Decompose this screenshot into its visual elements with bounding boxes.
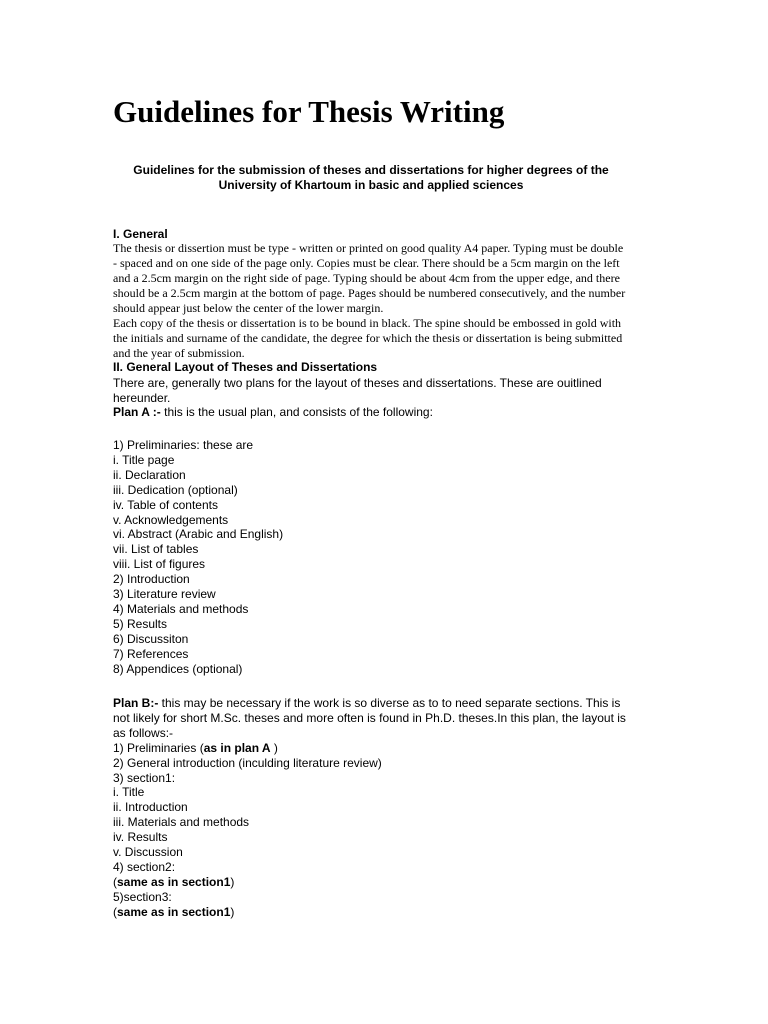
subtitle-line-2: University of Khartoum in basic and applied sciences bbox=[218, 178, 524, 192]
list-item: 8) Appendices (optional) bbox=[113, 661, 243, 676]
list-item: v. Discussion bbox=[113, 845, 183, 860]
list-item: 5) Results bbox=[113, 616, 168, 631]
paragraph-line: and the year of submission. bbox=[113, 346, 245, 360]
paragraph-line: and a 2.5cm margin on the right side of page. Typing should be about 4cm from the upper edge, and there bbox=[113, 271, 620, 285]
plan-b-text: this may be necessary if the work is so diverse as to to need separate sections. This is bbox=[158, 696, 621, 710]
section-heading-layout: II. General Layout of Theses and Dissertations bbox=[113, 360, 378, 374]
section-heading-general: I. General bbox=[113, 227, 168, 241]
plan-b-intro bbox=[113, 696, 658, 920]
list-item: vi. Abstract (Arabic and English) bbox=[113, 527, 284, 542]
list-item: vii. List of tables bbox=[113, 542, 199, 557]
page-title: Guidelines for Thesis Writing bbox=[113, 94, 505, 129]
list-item: 7) References bbox=[113, 646, 189, 661]
plan-b-label: Plan B:- bbox=[113, 696, 159, 710]
paragraph-line: the initials and surname of the candidate, the degree for which the thesis or dissertation is being submitted bbox=[113, 331, 623, 345]
list-item: 1) Preliminaries: these are bbox=[113, 438, 254, 452]
list-item: 1) Preliminaries (as in plan A ) bbox=[113, 740, 278, 755]
general-paragraph-1 bbox=[113, 241, 658, 316]
paragraph-line: as follows:- bbox=[113, 725, 174, 740]
list-item: 4) section2: bbox=[113, 859, 176, 874]
paragraph-line: The thesis or dissertion must be type - written or printed on good quality A4 paper. Typing must be double bbox=[113, 241, 624, 255]
subtitle bbox=[53, 163, 689, 193]
list-item: 3) section1: bbox=[113, 770, 176, 785]
plan-a-list bbox=[113, 438, 658, 677]
list-item: 2) General introduction (inculding literature review) bbox=[113, 755, 382, 770]
subtitle-line-1: Guidelines for the submission of theses and dissertations for higher degrees of the bbox=[133, 163, 609, 177]
list-item: 4) Materials and methods bbox=[113, 601, 249, 616]
plan-a-text: this is the usual plan, and consists of the following: bbox=[160, 405, 433, 419]
list-item: 2) Introduction bbox=[113, 572, 190, 587]
plan-a-intro bbox=[113, 405, 658, 420]
same-as-section1: same as in section1 bbox=[117, 874, 231, 889]
plan-a-label: Plan A :- bbox=[113, 405, 161, 419]
as-in-plan-a: as in plan A bbox=[203, 740, 271, 755]
list-item: 6) Discussiton bbox=[113, 631, 189, 646]
list-item: (same as in section1) bbox=[113, 904, 235, 919]
list-item: i. Title bbox=[113, 785, 145, 800]
list-item: ii. Declaration bbox=[113, 467, 186, 482]
list-item: 3) Literature review bbox=[113, 587, 216, 602]
paragraph-line: There are, generally two plans for the layout of theses and dissertations. These are ouitlined bbox=[113, 376, 602, 390]
list-item: iv. Results bbox=[113, 830, 168, 845]
same-as-section1: same as in section1 bbox=[117, 904, 231, 919]
list-item: i. Title page bbox=[113, 452, 175, 467]
paragraph-line: - spaced and on one side of the page only. Copies must be clear. There should be a 5cm margin on the left bbox=[113, 256, 620, 270]
list-item: ii. Introduction bbox=[113, 800, 188, 815]
paragraph-line: Each copy of the thesis or dissertation is to be bound in black. The spine should be embossed in gold with bbox=[113, 316, 622, 330]
list-item: viii. List of figures bbox=[113, 557, 206, 572]
layout-intro bbox=[113, 376, 658, 406]
paragraph-line: hereunder. bbox=[113, 390, 171, 405]
list-item: iii. Materials and methods bbox=[113, 815, 250, 830]
paragraph-line: should appear just below the center of the lower margin. bbox=[113, 301, 384, 315]
list-item: iii. Dedication (optional) bbox=[113, 482, 238, 497]
list-item: 5)section3: bbox=[113, 889, 172, 904]
paragraph-line: not likely for short M.Sc. theses and more often is found in Ph.D. theses.In this plan, the layout is bbox=[113, 710, 626, 725]
general-paragraph-2 bbox=[113, 316, 658, 361]
paragraph-line: should be a 2.5cm margin at the bottom of page. Pages should be numbered consecutively, and the number bbox=[113, 286, 626, 300]
list-item: (same as in section1) bbox=[113, 874, 235, 889]
list-item: v. Acknowledgements bbox=[113, 512, 229, 527]
list-item: iv. Table of contents bbox=[113, 497, 218, 512]
